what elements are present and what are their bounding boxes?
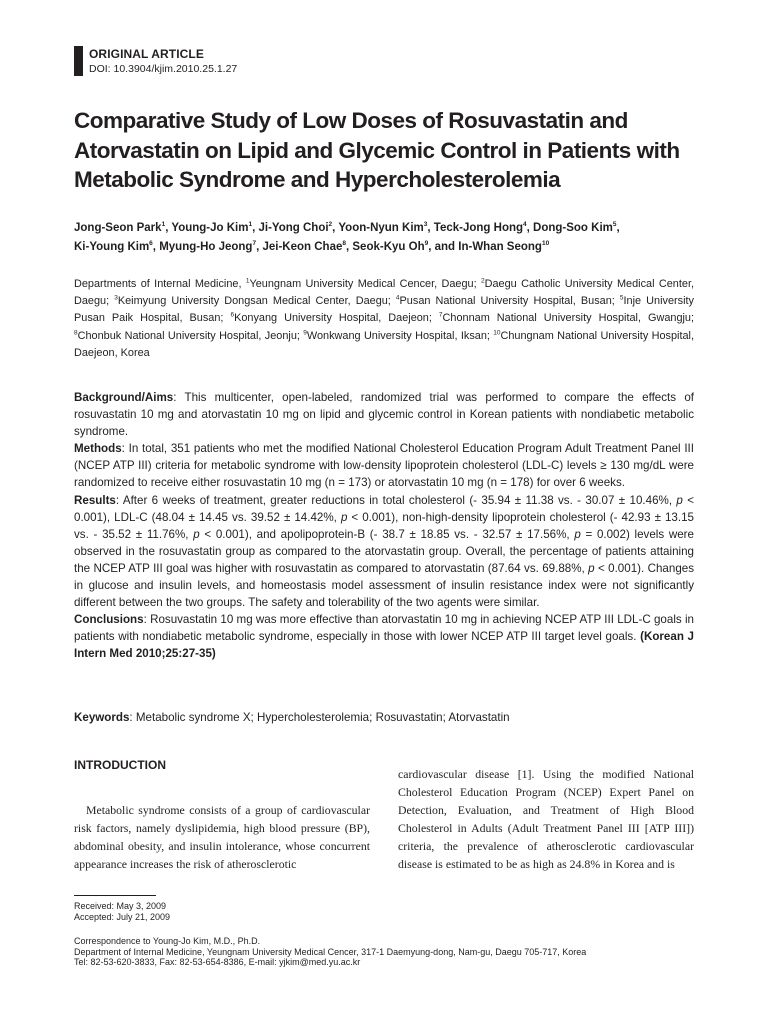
affiliation-number: 3 xyxy=(114,294,118,302)
journal-citation: (Korean J Intern Med 2010;25:27-35) xyxy=(74,630,694,661)
affiliation-number: 4 xyxy=(395,294,400,302)
affiliation-text: Inje University Pusan Paik Hospital, Busan; xyxy=(74,295,694,325)
abstract-background-text: : This multicenter, open-labeled, randomized trial was performed to compare the effects of rosuvastatin 10 mg and atorvastatin 10 mg on lipid and glycemic control in Korean patients with nondiabetic metabolic syndrome. xyxy=(74,391,694,439)
keywords xyxy=(74,709,694,726)
affiliation-text: Keimyung University Dongsan Medical Center, Daegu; xyxy=(117,295,396,308)
p-value-symbol: p xyxy=(340,510,348,524)
author-affiliation-number: 5 xyxy=(612,221,617,229)
introduction-column-left: Metabolic syndrome consists of a group of cardiovascular risk factors, namely dyslipidemia, high blood pressure (BP), abdominal obesity, and insulin intolerance, whose concurrent appearance increases the risk of atherosclerotic xyxy=(74,803,370,871)
abstract xyxy=(74,389,694,663)
author-separator: , xyxy=(152,241,160,253)
author-separator: , xyxy=(252,222,259,234)
abstract-results-text: < 0.001), LDL-C (48.04 ± 14.45 vs. 39.52 ± 14.42%, xyxy=(74,493,694,524)
p-value-symbol: p xyxy=(574,527,581,541)
article-header xyxy=(74,46,474,76)
author-separator: , xyxy=(332,222,339,234)
introduction-column-right: cardiovascular disease [1]. Using the modified National Cholesterol Education Program (NCEP) Expert Panel on Detection, Evaluation, and Treatment of High Blood Cholesterol in Adults (Adult Treatment Panel III [ATP III]) criteria, the prevalence of atherosclerotic cardiovascular disease is estimated to be as high as 24.8% in Korea and is xyxy=(398,767,694,871)
abstract-background xyxy=(74,389,694,440)
abstract-results-text: < 0.001). Changes in glucose and insulin levels, and homeostasis model assessment of insulin resistance index were not significantly different between the two groups. The safety and tolerability of the two agents were similar. xyxy=(74,561,695,610)
p-value-symbol: p xyxy=(588,561,595,575)
abstract-methods xyxy=(74,440,694,491)
abstract-background-label: Background/Aims xyxy=(74,391,174,404)
author-separator: , xyxy=(526,222,534,234)
author-name: Seok-Kyu Oh xyxy=(352,241,425,253)
author-affiliation-number: 1 xyxy=(248,221,253,229)
affiliation-number: 9 xyxy=(303,328,307,336)
affiliation-text: Konyang University Hospital, Daejeon; xyxy=(234,312,439,325)
affiliation-text: Pusan National University Hospital, Busan; xyxy=(399,295,620,308)
affiliation-number: 2 xyxy=(481,277,485,285)
affiliation-number: 7 xyxy=(438,311,443,319)
affiliation-number: 5 xyxy=(619,294,624,302)
author-name: Myung-Ho Jeong xyxy=(159,241,253,253)
author-affiliation-number: 3 xyxy=(423,221,428,229)
author-separator: , xyxy=(427,222,434,234)
author-separator: , and xyxy=(428,241,459,253)
author-affiliation-number: 4 xyxy=(523,221,527,229)
abstract-results-text: = 0.002) levels were observed in the rosuvastatin group as compared to the atorvastatin group. Overall, the percentage of patients attaining the NCEP ATP III goal was higher with rosuvastatin as compared to atorvastatin (87.64 vs. 69.88%, xyxy=(74,527,694,575)
keywords-text: : Metabolic syndrome X; Hypercholesterolemia; Rosuvastatin; Atorvastatin xyxy=(129,711,510,724)
submission-dates xyxy=(74,901,170,922)
abstract-results-text: < 0.001), non-high-density lipoprotein cholesterol (- 42.93 ± 13.15 vs. - 35.52 ± 11.76%, xyxy=(74,510,694,541)
p-value-symbol: p xyxy=(676,493,683,507)
author-name: Ji-Yong Choi xyxy=(258,222,329,234)
affiliation-text: Chungnam National University Hospital, Daejeon, Korea xyxy=(74,329,694,359)
author-affiliation-number: 7 xyxy=(252,240,257,248)
introduction-heading: INTRODUCTION xyxy=(74,758,166,772)
author-separator: , xyxy=(256,241,263,253)
affiliation-number: 8 xyxy=(74,328,78,336)
correspondence-department: Department of Internal Medicine, Yeungnam University Medical Cencer, 317-1 Daemyung-dong, Nam-gu, Daegu 705-717, Korea xyxy=(74,946,587,957)
p-value-symbol: p xyxy=(193,527,200,541)
author-separator: , xyxy=(165,222,172,234)
author-affiliation-number: 6 xyxy=(149,240,153,248)
abstract-results-label: Results xyxy=(74,493,116,507)
author-name: Dong-Soo Kim xyxy=(533,222,613,234)
header-accent-bar xyxy=(74,46,83,76)
affiliation-text: Chonnam National University Hospital, Gwangju; xyxy=(442,312,694,325)
affiliation-text: Yeungnam University Medical Cencer, Daegu; xyxy=(249,278,481,290)
correspondence-author: Correspondence to Young-Jo Kim, M.D., Ph.D. xyxy=(74,936,261,946)
footer-divider xyxy=(74,895,156,896)
author-name: Ki-Young Kim xyxy=(74,241,150,253)
author-separator: , xyxy=(346,241,353,253)
author-name: Young-Jo Kim xyxy=(171,222,249,234)
correspondence xyxy=(74,936,586,968)
correspondence-contact: Tel: 82-53-620-3833, Fax: 82-53-654-8386, E-mail: yjkim@med.yu.ac.kr xyxy=(74,957,361,967)
affiliation-number: 6 xyxy=(230,311,235,319)
affiliation-text: Daegu Catholic University Medical Center, Daegu; xyxy=(74,278,694,308)
author-affiliation-number: 9 xyxy=(424,240,429,248)
affiliation-number: 10 xyxy=(493,328,501,336)
abstract-methods-text: : In total, 351 patients who met the modified National Cholesterol Education Program Adult Treatment Panel III (NCEP ATP III) criteria for metabolic syndrome with low-density lipoprotein cholesterol (LDL-C) levels ≥ 130 mg/dL were randomized to receive either rosuvastatin 10 mg (n = 173) or atorvastatin 10 mg (n = 178) for over 6 weeks. xyxy=(74,442,694,490)
author-name: Jei-Keon Chae xyxy=(262,241,343,253)
affiliations xyxy=(74,276,694,362)
abstract-conclusions-text: : Rosuvastatin 10 mg was more effective than atorvastatin 10 mg in achieving NCEP ATP III LDL-C goals in patients with nondiabetic metabolic syndrome, especially in those with lower NCEP ATP III target level goals. xyxy=(74,613,694,644)
abstract-conclusions xyxy=(74,611,694,662)
author-affiliation-number: 8 xyxy=(342,240,346,248)
author-name: Jong-Seon Park xyxy=(74,222,162,234)
doi-label: DOI: 10.3904/kjim.2010.25.1.27 xyxy=(89,63,238,75)
author-affiliation-number: 10 xyxy=(541,240,550,248)
author-name: Yoon-Nyun Kim xyxy=(338,222,424,234)
abstract-methods-label: Methods xyxy=(74,442,122,456)
abstract-results xyxy=(74,492,694,612)
abstract-conclusions-label: Conclusions xyxy=(74,613,144,627)
abstract-results-text: < 0.001), and apolipoprotein-B (- 38.7 ± 18.85 vs. - 32.57 ± 17.56%, xyxy=(199,527,575,541)
affiliation-text: Chonbuk National University Hospital, Jeonju; xyxy=(77,329,304,342)
accepted-date: Accepted: July 21, 2009 xyxy=(74,911,171,922)
article-type-label: ORIGINAL ARTICLE xyxy=(89,47,204,61)
author-affiliation-number: 2 xyxy=(328,221,333,229)
author-list xyxy=(74,219,714,257)
keywords-label: Keywords xyxy=(74,711,130,724)
abstract-results-text: : After 6 weeks of treatment, greater reductions in total cholesterol (- 35.94 ± 11.38 vs. - 30.07 ± 10.46%, xyxy=(115,493,677,507)
affiliation-number: 1 xyxy=(245,277,250,285)
received-date: Received: May 3, 2009 xyxy=(74,901,167,911)
author-name: In-Whan Seong xyxy=(458,241,542,253)
author-separator: , xyxy=(616,222,620,234)
author-name: Teck-Jong Hong xyxy=(433,222,524,234)
affiliations-lead: Departments of Internal Medicine, xyxy=(74,278,246,290)
author-affiliation-number: 1 xyxy=(161,221,166,229)
article-title: Comparative Study of Low Doses of Rosuvastatin and Atorvastatin on Lipid and Glycemic Control in Patients with Metabolic Syndrome and Hypercholesterolemia xyxy=(74,108,680,192)
affiliation-text: Wonkwang University Hospital, Iksan; xyxy=(306,329,494,342)
